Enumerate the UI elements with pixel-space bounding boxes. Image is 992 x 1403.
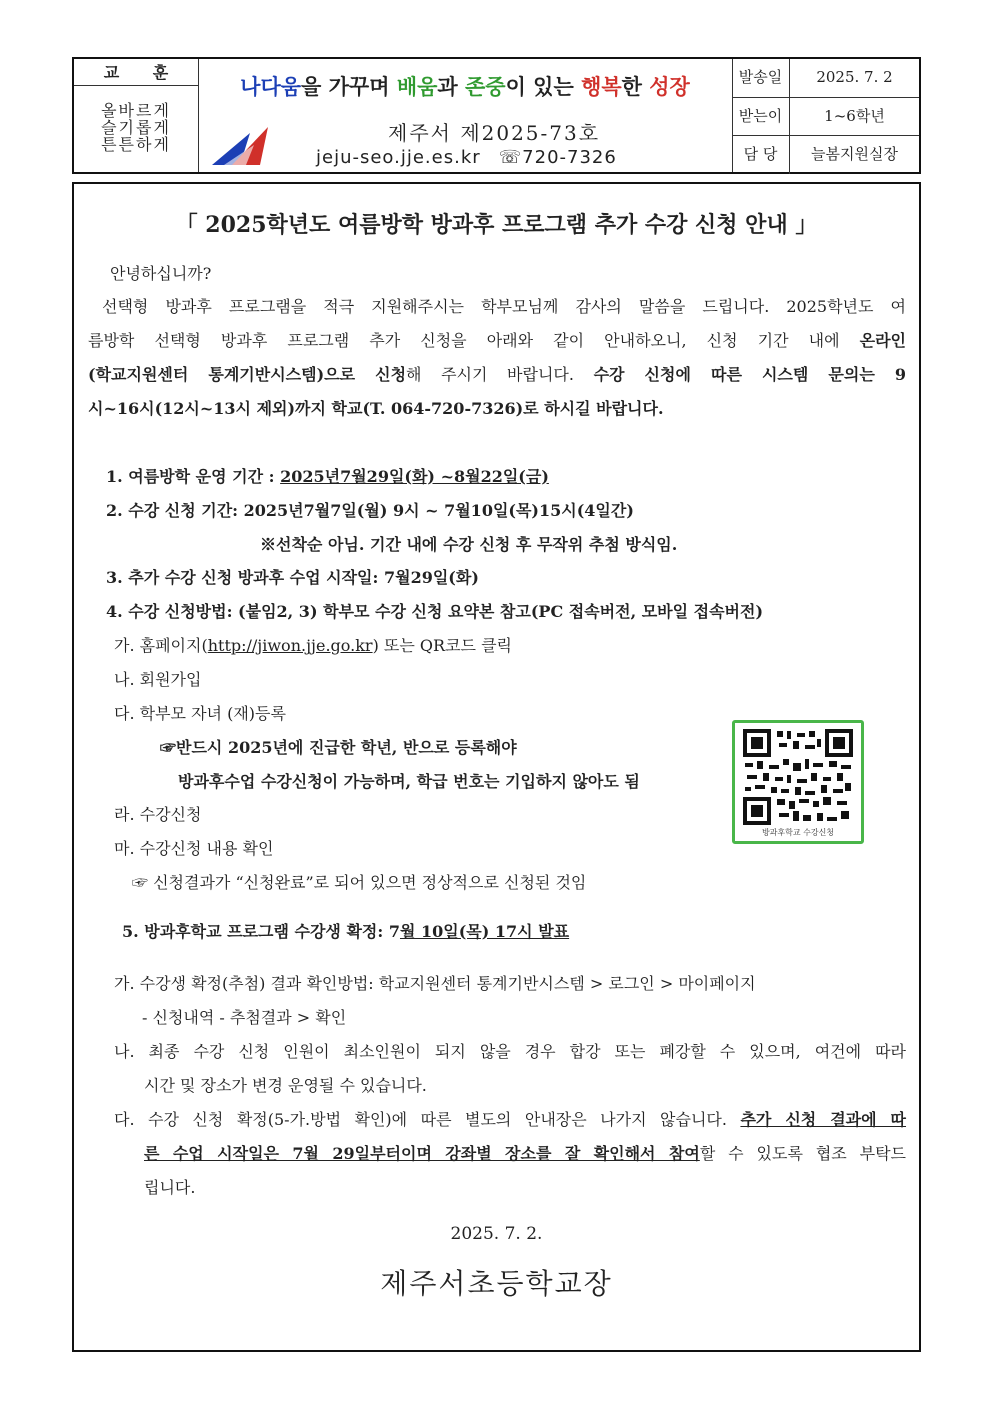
item-2: 2. 수강 신청 기간: 2025년7월7일(월) 9시 ~ 7월10일(목)15시(4일간) (106, 501, 634, 520)
item-4-a (114, 636, 512, 656)
item-text: 다. 수강 신청 확정(5-가.방법 확인)에 따른 별도의 안내장은 나가지 않습니다. (114, 1110, 741, 1129)
greeting: 안녕하십니까? (110, 264, 212, 283)
slogan-part: 성장 (649, 75, 690, 99)
item-5 (122, 922, 569, 942)
slogan-part: 이 있는 (505, 75, 582, 99)
info-label: 받는이 (732, 98, 790, 136)
info-value: 2025. 7. 2 (816, 68, 893, 86)
slogan-part: 나다움 (240, 75, 302, 99)
motto-title: 교 훈 (74, 59, 198, 86)
slogan-part: 을 가꾸며 (301, 75, 397, 99)
item-label: 5. 방과후학교 프로그램 수강생 확정: 7 (122, 922, 400, 941)
item-5-c-cont: 립니다. (144, 1178, 196, 1197)
header-center (198, 59, 733, 172)
item-value: 월 10일(목) 17시 발표 (399, 922, 570, 941)
info-label: 담 당 (732, 136, 790, 174)
dispatch-info (732, 59, 919, 172)
item-4-d: 라. 수강신청 (114, 805, 202, 824)
motto-line: 올바르게 (101, 101, 171, 120)
item-5-c (114, 1110, 906, 1130)
item-label: 1. 여름방학 운영 기간 : (106, 467, 281, 486)
info-row (732, 136, 919, 174)
school-logo-icon (210, 123, 276, 167)
intro-bold: 온라인 (859, 331, 906, 350)
item-4-b: 나. 회원가입 (114, 670, 202, 689)
document-header (72, 57, 921, 174)
motto-lines (74, 86, 198, 153)
item-4-c-note: ☞반드시 2025년에 진급한 학년, 반으로 등록해야 (160, 738, 517, 757)
notice-title: 「 2025학년도 여름방학 방과후 프로그램 추가 수강 신청 안내 」 (175, 212, 818, 238)
motto-line: 슬기롭게 (101, 118, 171, 137)
item-1 (106, 467, 549, 487)
document-number: 제주서 제2025-73호 (388, 121, 601, 145)
slogan-part: 존중 (465, 75, 506, 99)
slogan-part: 행복 (581, 75, 622, 99)
item-5-a: 가. 수강생 확정(추첨) 결과 확인방법: 학교지원센터 통계기반시스템 > 로그인 > 마이페이지 (114, 974, 756, 993)
intro-bold: (학교지원센터 통계기반시스템)으로 신청 (88, 365, 407, 384)
intro-line: 선택형 방과후 프로그램을 적극 지원해주시는 학부모님께 감사의 말씀을 드립니다. 2025학년도 여 (102, 297, 906, 316)
website-text: jeju-seo.jje.es.kr (316, 147, 481, 168)
item-emphasis: 추가 신청 결과에 따 (740, 1110, 907, 1129)
info-label: 발송일 (732, 59, 790, 97)
homepage-link[interactable]: http://jiwon.jje.go.kr (207, 636, 373, 655)
info-value: 1~6학년 (824, 106, 885, 125)
slogan-part: 한 (621, 75, 650, 99)
item-4-e: 마. 수강신청 내용 확인 (114, 839, 274, 858)
notice-body (72, 182, 921, 1352)
intro-text: 름방학 선택형 방과후 프로그램 추가 신청을 아래와 같이 안내하오니, 신청 기간 내에 (88, 331, 860, 350)
slogan-part: 과 (437, 75, 465, 99)
intro-line (88, 365, 906, 385)
slogan-part: 배움 (396, 75, 438, 99)
item-4-e-note: ☞ 신청결과가 “신청완료”로 되어 있으면 정상적으로 신청된 것임 (132, 873, 587, 892)
intro-text: 해 주시기 바랍니다. (406, 365, 594, 384)
item-5-b: 나. 최종 수강 신청 인원이 최소인원이 되지 않을 경우 합강 또는 폐강할 수 있으며, 여건에 따라 (114, 1042, 906, 1061)
qr-code-icon (743, 729, 853, 825)
item-emphasis: 른 수업 시작일은 7월 29일부터이며 강좌별 장소를 잘 확인해서 참여 (144, 1144, 700, 1163)
item-5-b-cont: 시간 및 장소가 변경 운영될 수 있습니다. (144, 1076, 427, 1095)
school-slogan (198, 71, 732, 101)
info-row (732, 98, 919, 137)
intro-line: 시~16시(12시~13시 제외)까지 학교(T. 064-720-7326)로 하시길 바랍니다. (88, 399, 664, 418)
item-text: 가. 홈페이지( (114, 636, 208, 655)
info-value: 늘봄지원실장 (811, 145, 898, 164)
item-4-c: 다. 학부모 자녀 (재)등록 (114, 704, 286, 723)
intro-bold: 수강 신청에 따른 시스템 문의는 9 (593, 365, 906, 384)
qr-caption: 방과후학교 수강신청 (761, 828, 835, 837)
school-motto (74, 59, 199, 172)
item-text: ) 또는 QR코드 클릭 (372, 636, 512, 655)
contact-line (316, 147, 617, 168)
phone-text: ☏720-7326 (498, 147, 617, 168)
item-4: 4. 수강 신청방법: (붙임2, 3) 학부모 수강 신청 요약본 참고(PC 접속버전, 모바일 접속버전) (106, 602, 764, 621)
item-2-note: ※선착순 아님. 기간 내에 수강 신청 후 무작위 추첨 방식임. (260, 535, 678, 554)
motto-line: 튼튼하게 (101, 135, 171, 154)
item-5-c-cont (144, 1144, 906, 1164)
item-value: 2025년7월29일(화) ~8월22일(금) (280, 467, 549, 486)
item-3: 3. 추가 수강 신청 방과후 수업 시작일: 7월29일(화) (106, 568, 479, 587)
item-4-c-note: 방과후수업 수강신청이 가능하며, 학급 번호는 기입하지 않아도 됨 (178, 772, 640, 791)
signature-date: 2025. 7. 2. (450, 1224, 543, 1244)
signature-name: 제주서초등학교장 (380, 1267, 613, 1300)
info-row (732, 59, 919, 98)
intro-line (88, 331, 906, 351)
item-5-a-cont: - 신청내역 - 추첨결과 > 확인 (142, 1008, 347, 1027)
item-text: 할 수 있도록 협조 부탁드 (699, 1144, 907, 1163)
qr-code-card[interactable] (732, 720, 864, 844)
